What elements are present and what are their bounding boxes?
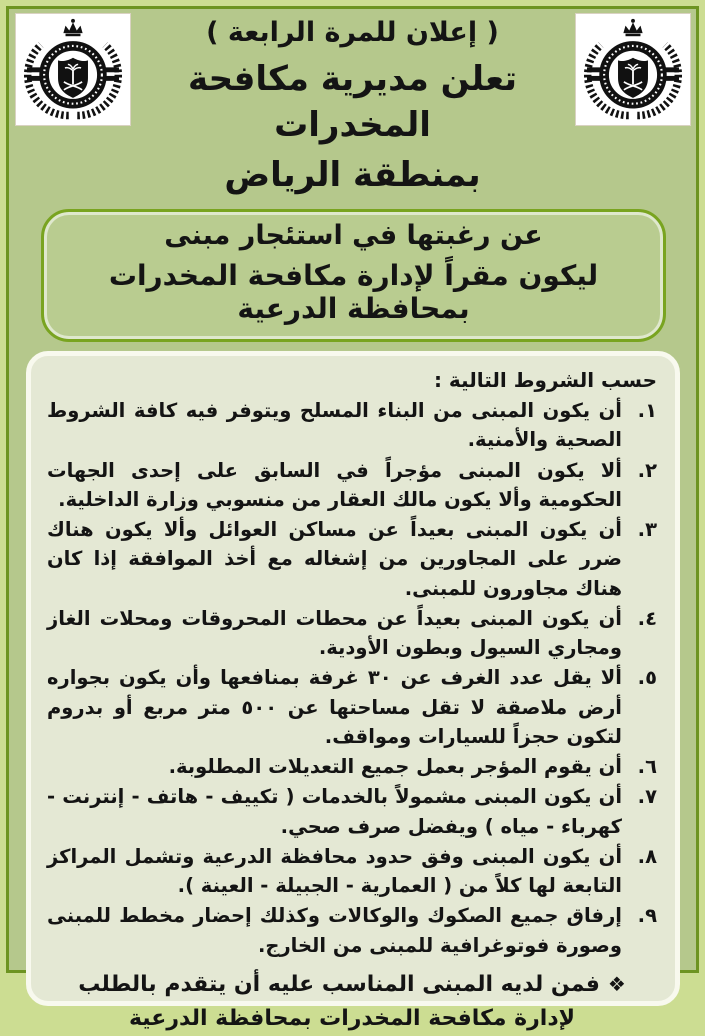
condition-item-8 [47, 842, 657, 901]
subject-line-2: ليكون مقراً لإدارة مكافحة المخدرات بمحافظة الدرعية [108, 259, 599, 326]
announcement-repeat-note: ( إعلان للمرة الرابعة ) [206, 17, 499, 48]
conditions-header: حسب الشروط التالية : [433, 368, 657, 393]
condition-text: ألا يكون المبنى مؤجراً في السابق على إحدى الجهات الحكومية وألا يكون مالك العقار من منسوبي وزارة الداخلية. [47, 458, 622, 511]
condition-text: أن يكون المبنى مشمولاً بالخدمات ( تكييف - هاتف - إنترنت - كهرباء - مياه ) ويفضل صرف صحي. [47, 785, 622, 838]
condition-number: ٩. [637, 904, 657, 928]
condition-number: ٦. [637, 755, 657, 779]
condition-number: ٢. [637, 458, 657, 482]
moi-crest-icon [18, 16, 128, 123]
condition-number: ٤. [637, 606, 657, 630]
condition-item-6 [47, 752, 657, 781]
condition-number: ١. [637, 399, 657, 423]
moi-crest-icon [578, 16, 688, 123]
condition-text: أن يكون المبنى من البناء المسلح ويتوفر فيه كافة الشروط الصحية والأمنية. [47, 399, 622, 452]
application-instruction-text: فمن لديه المبنى المناسب عليه أن يتقدم بالطلب لإدارة مكافحة المخدرات بمحافظة الدرعية [78, 971, 600, 1031]
diamond-bullet-icon: ❖ [607, 971, 626, 996]
application-instruction [47, 968, 657, 1036]
agency-title: تعلن مديرية مكافحة المخدرات [187, 59, 518, 146]
condition-item-7 [47, 782, 657, 841]
condition-text: أن يقوم المؤجر بعمل جميع التعديلات المطلوبة. [168, 755, 622, 779]
condition-number: ٧. [637, 785, 657, 809]
ministry-emblem-left [15, 13, 131, 126]
condition-item-4 [47, 604, 657, 663]
condition-text: أن يكون المبنى وفق حدود محافظة الدرعية وتشمل المراكز التابعة لها كلاً من ( العمارية - الجبيلة - العينة ). [47, 844, 622, 898]
region-title: بمنطقة الرياض [224, 155, 481, 196]
condition-item-5 [47, 663, 657, 751]
condition-number: ٥. [637, 666, 657, 690]
condition-text: ألا يقل عدد الغرف عن ٣٠ غرفة بمنافعها وأن يكون بجواره أرض ملاصقة لا تقل مساحتها عن ٥٠٠ متر مربع أو بدروم لتكون حجزاً للسيارات ومواقف. [47, 666, 622, 748]
condition-item-2 [47, 456, 657, 515]
announcement-page [6, 6, 699, 1031]
conditions-panel [26, 351, 680, 1031]
condition-item-3 [47, 515, 657, 603]
subject-line-1: عن رغبتها في استئجار مبنى [164, 220, 543, 252]
condition-text: إرفاق جميع الصكوك والوكالات وكذلك إحضار مخطط للمبنى وصورة فوتوغرافية للمبنى من الخارج. [47, 904, 622, 957]
subject-box [41, 209, 666, 342]
condition-text: أن يكون المبنى بعيداً عن مساكن العوائل وألا يكون هناك ضرر على المجاورين من إشغاله مع أخذ الموافقة إذا كان هناك مجاورون للمبنى. [47, 518, 622, 600]
condition-number: ٣. [637, 518, 657, 542]
condition-item-1 [47, 396, 657, 455]
condition-item-9 [47, 901, 657, 960]
condition-text: أن يكون المبنى بعيداً عن محطات المحروقات ومحلات الغاز ومجاري السيول وبطون الأودية. [47, 606, 622, 660]
condition-number: ٨. [637, 844, 657, 868]
ministry-emblem-right [575, 13, 691, 126]
